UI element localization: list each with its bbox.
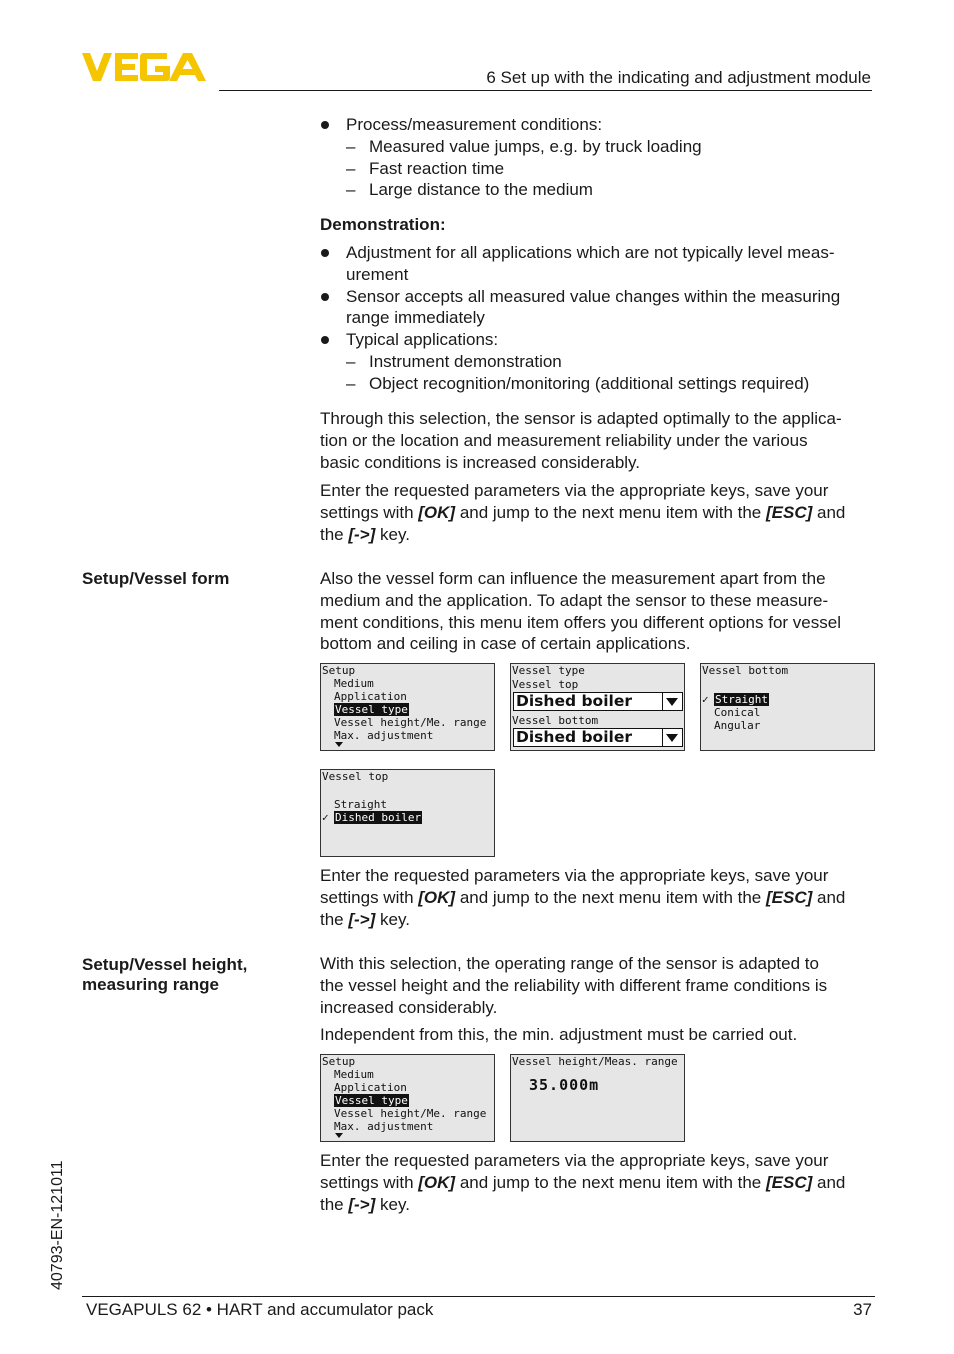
list-item: Adjustment for all applications which are not typically level meas- urement: [320, 242, 875, 286]
menu-item: Application: [334, 690, 407, 703]
footer-rule: [82, 1296, 875, 1297]
height-value: 35.000m: [529, 1076, 600, 1094]
esc-key: [ESC]: [765, 887, 813, 907]
menu-item: Medium: [334, 677, 374, 690]
menu-item: Application: [334, 1081, 407, 1094]
chevron-down-icon: [662, 693, 682, 710]
menu-item: Medium: [334, 1068, 374, 1081]
process-conditions-list: [320, 114, 875, 201]
footer-product: VEGAPULS 62 • HART and accumulator pack: [86, 1300, 434, 1319]
section-label-vessel-form: Setup/Vessel form: [82, 569, 230, 588]
vessel-type-screen: Vessel type Vessel top Dished boiler Vessel bottom Dished boiler: [510, 663, 685, 751]
doc-number: 40793-EN-121011: [49, 1160, 66, 1290]
vessel-height-paragraph: With this selection, the operating range of the sensor is adapted to the vessel height and the reliability with different frame conditions is increased considerably.: [320, 954, 828, 1017]
menu-item: Vessel height/Me. range: [334, 716, 487, 729]
height-range-screen: Vessel height/Meas. range 35.000m: [510, 1054, 685, 1142]
esc-key: [ESC]: [765, 502, 813, 522]
page-number: 37: [853, 1300, 872, 1319]
ok-key: [OK]: [418, 502, 456, 522]
selection-paragraph: Through this selection, the sensor is adapted optimally to the applica- tion or the location and measurement reliability under the various basic conditions is increased considerably.: [320, 409, 842, 472]
list-item: Typical applications:: [320, 329, 875, 351]
esc-key: [ESC]: [765, 1172, 813, 1192]
header-rule: [219, 90, 872, 91]
vega-logo: [82, 51, 212, 83]
vessel-top-dropdown: Dished boiler: [513, 692, 683, 711]
check-icon: ✓: [702, 693, 709, 706]
list-subitem: – Instrument demonstration: [320, 351, 875, 373]
menu-item-selected: Vessel type: [335, 1094, 408, 1107]
option: Angular: [714, 719, 761, 732]
scroll-down-icon: [335, 1133, 343, 1138]
enter-params-paragraph: Enter the requested parameters via the appropriate keys, save your settings with [OK] and jump to the next menu item with the [ESC] and the [->] key.: [320, 481, 846, 544]
menu-item: Max. adjustment: [334, 1120, 434, 1133]
setup-menu-screen: Setup Medium Application Vessel type Vessel height/Me. range Max. adjustment: [320, 1054, 495, 1142]
list-item: Sensor accepts all measured value changes within the measuring range immediately: [320, 286, 875, 330]
vessel-bottom-screen: Vessel bottom ✓ Straight Conical Angular: [700, 663, 875, 751]
demonstration-heading: Demonstration:: [320, 215, 446, 234]
setup-menu-screen: Setup Medium Application Vessel type Vessel height/Me. range Max. adjustment: [320, 663, 495, 751]
list-subitem: – Measured value jumps, e.g. by truck loading: [320, 136, 875, 158]
scroll-down-icon: [335, 742, 343, 747]
enter-params-paragraph: Enter the requested parameters via the appropriate keys, save your settings with [OK] and jump to the next menu item with the [ESC] and the [->] key.: [320, 866, 846, 929]
list-subitem: – Object recognition/monitoring (additional settings required): [320, 373, 875, 395]
list-subitem: – Fast reaction time: [320, 158, 875, 180]
ok-key: [OK]: [418, 1172, 456, 1192]
check-icon: ✓: [322, 811, 329, 824]
list-item: Process/measurement conditions:: [320, 114, 875, 136]
vessel-form-paragraph: Also the vessel form can influence the measurement apart from the medium and the application. To adapt the sensor to these measure- ment conditions, this menu item offers you different options for vessel bottom and ceiling in case of certain applications.: [320, 569, 841, 654]
vessel-bottom-dropdown: Dished boiler: [513, 728, 683, 747]
ok-key: [OK]: [418, 887, 456, 907]
menu-item: Max. adjustment: [334, 729, 434, 742]
min-adjustment-note: Independent from this, the min. adjustment must be carried out.: [320, 1025, 798, 1044]
vessel-top-screen: Vessel top Straight ✓ Dished boiler: [320, 769, 495, 857]
option-selected: Dished boiler: [335, 811, 422, 824]
list-subitem: – Large distance to the medium: [320, 179, 875, 201]
arrow-key: [->]: [348, 1194, 376, 1214]
arrow-key: [->]: [348, 909, 376, 929]
option: Straight: [334, 798, 387, 811]
chapter-title: 6 Set up with the indicating and adjustment module: [486, 68, 871, 87]
option: Conical: [714, 706, 761, 719]
section-label-vessel-height: Setup/Vessel height, measuring range: [82, 955, 248, 994]
chevron-down-icon: [662, 729, 682, 746]
demonstration-list: [320, 242, 875, 395]
menu-item: Vessel height/Me. range: [334, 1107, 487, 1120]
arrow-key: [->]: [348, 524, 376, 544]
enter-params-paragraph: Enter the requested parameters via the appropriate keys, save your settings with [OK] and jump to the next menu item with the [ESC] and the [->] key.: [320, 1151, 846, 1214]
option-selected: Straight: [715, 693, 768, 706]
menu-item-selected: Vessel type: [335, 703, 408, 716]
